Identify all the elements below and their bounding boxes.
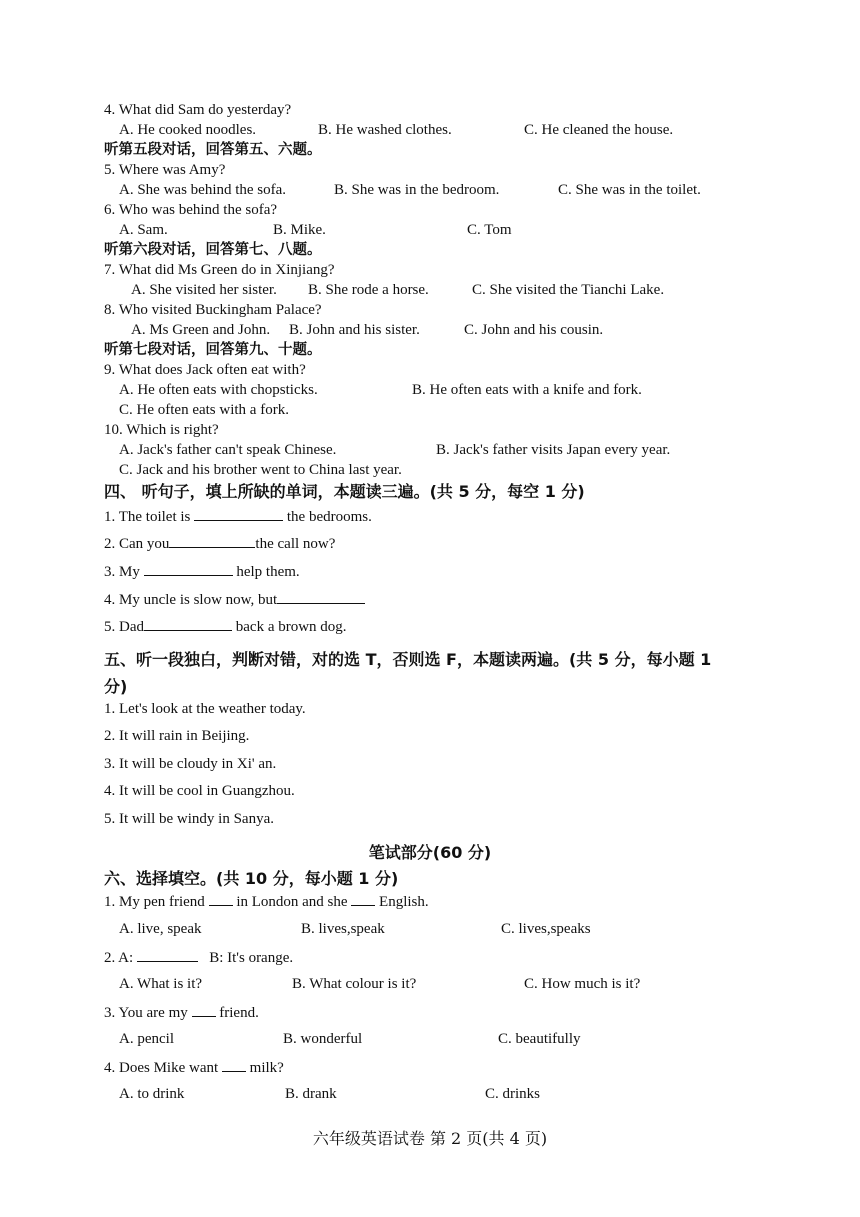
answer-blank[interactable] [169, 534, 255, 548]
sec6-q2-option-a: A. What is it? [119, 976, 203, 992]
sec6-q1-text-b: in London and she [236, 894, 348, 910]
answer-blank[interactable] [209, 892, 233, 906]
q5-option-c: C. She was in the toilet. [558, 182, 701, 198]
sec5-statement-4: 4. It will be cool in Guangzhou. [104, 783, 295, 799]
sec6-question-4 [104, 1058, 284, 1077]
sec5-statement-1: 1. Let's look at the weather today. [104, 701, 306, 717]
question-5: 5. Where was Amy? [104, 162, 226, 178]
sec5-statement-2: 2. It will rain in Beijing. [104, 728, 250, 744]
question-7: 7. What did Ms Green do in Xinjiang? [104, 262, 335, 278]
q7-option-a: A. She visited her sister. [131, 282, 277, 298]
sec4-s2-text-a: 2. Can you [104, 536, 170, 552]
sec5-statement-5: 5. It will be windy in Sanya. [104, 811, 274, 827]
sec6-q4-text-b: milk? [249, 1060, 284, 1076]
sec4-s2-text-b: the call now? [255, 536, 336, 552]
answer-blank[interactable] [192, 1003, 216, 1017]
q8-option-a: A. Ms Green and John. [131, 322, 271, 338]
sec6-q3-option-a: A. pencil [119, 1031, 174, 1047]
sec6-q4-text-a: 4. Does Mike want [104, 1060, 219, 1076]
sec6-q4-option-b: B. drank [285, 1086, 337, 1102]
sec6-q1-option-c: C. lives,speaks [501, 921, 591, 937]
q6-option-b: B. Mike. [273, 222, 326, 238]
instruction-q7-q8: 听第六段对话，回答第七、八题。 [104, 242, 322, 258]
sec6-q3-option-c: C. beautifully [498, 1031, 581, 1047]
section-6-title: 六、选择填空。(共 10 分，每小题 1 分) [104, 869, 399, 888]
sec5-statement-3: 3. It will be cloudy in Xi' an. [104, 756, 277, 772]
q5-option-b: B. She was in the bedroom. [334, 182, 500, 198]
q9-option-a: A. He often eats with chopsticks. [119, 382, 318, 398]
q7-option-b: B. She rode a horse. [308, 282, 429, 298]
q10-option-a: A. Jack's father can't speak Chinese. [119, 442, 337, 458]
sec6-question-3 [104, 1003, 259, 1022]
sec4-sentence-2 [104, 534, 335, 553]
sec4-s1-text-a: 1. The toilet is [104, 509, 191, 525]
q4-option-b: B. He washed clothes. [318, 122, 452, 138]
section-4-title: 四、 听句子，填上所缺的单词，本题读三遍。(共 5 分，每空 1 分) [104, 482, 585, 501]
instruction-q5-q6: 听第五段对话，回答第五、六题。 [104, 142, 322, 158]
question-8: 8. Who visited Buckingham Palace? [104, 302, 322, 318]
sec4-s5-text-b: back a brown dog. [235, 619, 347, 635]
instruction-q9-q10: 听第七段对话，回答第九、十题。 [104, 342, 322, 358]
answer-blank[interactable] [194, 507, 283, 521]
question-9: 9. What does Jack often eat with? [104, 362, 306, 378]
q8-option-b: B. John and his sister. [289, 322, 420, 338]
sec6-q2-text-b: B: It's orange. [209, 950, 294, 966]
q10-option-b: B. Jack's father visits Japan every year. [436, 442, 671, 458]
q8-option-c: C. John and his cousin. [464, 322, 604, 338]
sec4-sentence-4 [104, 590, 365, 609]
answer-blank[interactable] [137, 948, 198, 962]
sec6-q4-option-a: A. to drink [119, 1086, 185, 1102]
sec4-sentence-5 [104, 617, 347, 636]
section-5-title: 五、听一段独白，判断对错，对的选 T，否则选 F，本题读两遍。(共 5 分，每小题 1 [104, 650, 712, 669]
q9-option-c: C. He often eats with a fork. [119, 402, 289, 418]
sec6-q1-text-c: English. [379, 894, 429, 910]
q4-option-a: A. He cooked noodles. [119, 122, 257, 138]
answer-blank[interactable] [144, 562, 233, 576]
q6-option-c: C. Tom [467, 222, 512, 238]
section-5-title-cont: 分) [104, 677, 128, 696]
sec6-q2-option-c: C. How much is it? [524, 976, 641, 992]
sec4-s5-text-a: 5. Dad [104, 619, 144, 635]
sec4-s4-text-a: 4. My uncle is slow now, but [104, 592, 278, 608]
sec6-q1-option-a: A. live, speak [119, 921, 202, 937]
q4-option-c: C. He cleaned the house. [524, 122, 674, 138]
sec6-q1-text-a: 1. My pen friend [104, 894, 205, 910]
sec6-q2-text-a: 2. A: [104, 950, 134, 966]
page-footer: 六年级英语试卷 第 2 页(共 4 页) [312, 1129, 548, 1148]
sec6-question-2 [104, 948, 293, 967]
question-4: 4. What did Sam do yesterday? [104, 102, 292, 118]
sec6-question-1 [104, 892, 429, 911]
answer-blank[interactable] [144, 617, 232, 631]
sec6-q3-option-b: B. wonderful [283, 1031, 363, 1047]
answer-blank[interactable] [222, 1058, 246, 1072]
question-6: 6. Who was behind the sofa? [104, 202, 278, 218]
sec6-q1-option-b: B. lives,speak [301, 921, 385, 937]
sec6-q2-option-b: B. What colour is it? [292, 976, 417, 992]
sec4-s3-text-b: help them. [236, 564, 300, 580]
sec6-q4-option-c: C. drinks [485, 1086, 541, 1102]
q10-option-c: C. Jack and his brother went to China last year. [119, 462, 402, 478]
answer-blank[interactable] [277, 590, 365, 604]
question-10: 10. Which is right? [104, 422, 219, 438]
sec4-s1-text-b: the bedrooms. [286, 509, 372, 525]
sec4-sentence-1 [104, 507, 372, 526]
q9-option-b: B. He often eats with a knife and fork. [412, 382, 642, 398]
sec6-q3-text-a: 3. You are my [104, 1005, 188, 1021]
q7-option-c: C. She visited the Tianchi Lake. [472, 282, 665, 298]
q5-option-a: A. She was behind the sofa. [119, 182, 287, 198]
sec4-sentence-3 [104, 562, 300, 581]
q6-option-a: A. Sam. [119, 222, 168, 238]
answer-blank[interactable] [351, 892, 375, 906]
written-part-heading: 笔试部分(60 分) [368, 843, 492, 862]
sec6-q3-text-b: friend. [219, 1005, 259, 1021]
sec4-s3-text-a: 3. My [104, 564, 140, 580]
